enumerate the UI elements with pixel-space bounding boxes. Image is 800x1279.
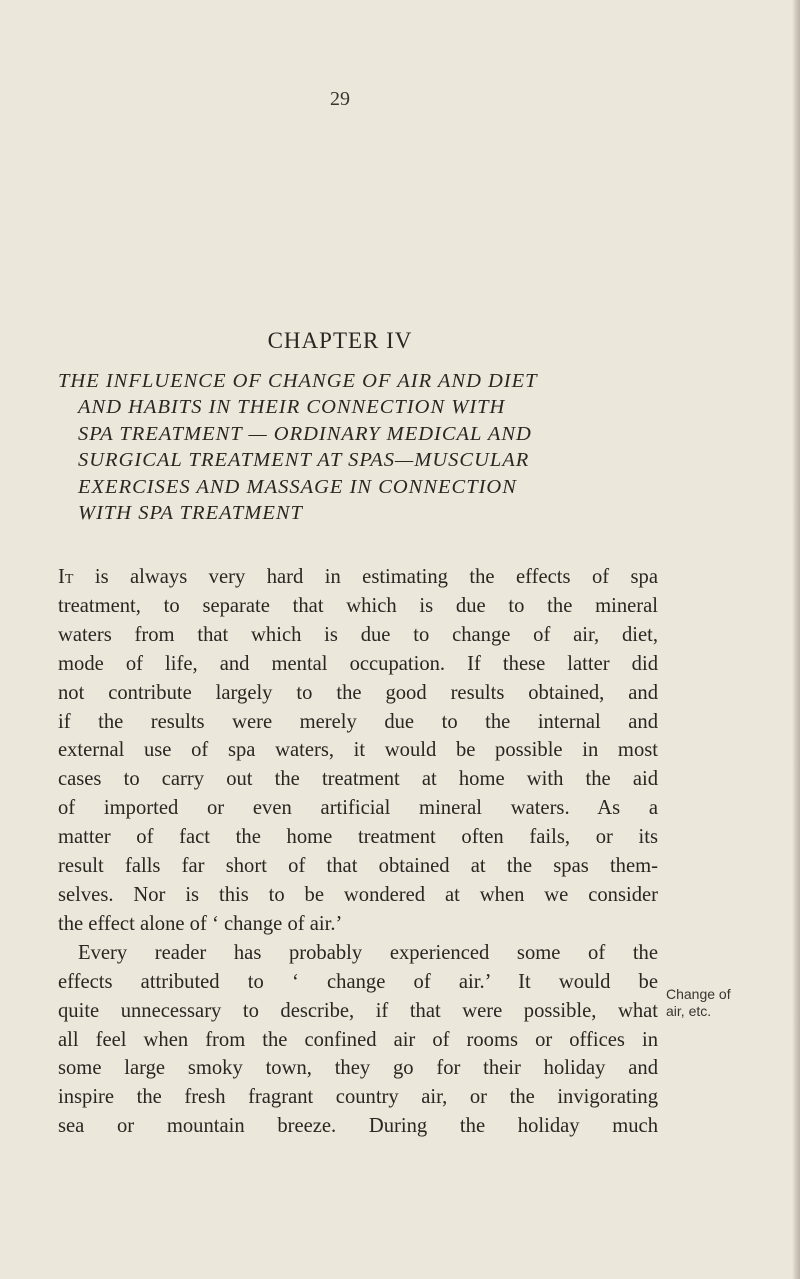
- body-line: selves. Nor is this to be wondered at when we consider: [58, 883, 658, 906]
- body-line: some large smoky town, they go for their holiday and: [58, 1057, 658, 1080]
- chapter-title-line: SPA TREATMENT — ORDINARY MEDICAL AND: [78, 422, 532, 445]
- chapter-heading: CHAPTER IV: [267, 328, 413, 353]
- body-line: external use of spa waters, it would be possible in most: [58, 739, 658, 762]
- chapter-title-line: SURGICAL TREATMENT AT SPAS—MUSCULAR: [78, 449, 530, 472]
- drop-word: It: [58, 566, 74, 588]
- body-line: all feel when from the confined air of rooms or offices in: [58, 1028, 658, 1051]
- page-number: 29: [330, 88, 350, 110]
- body-line-text: is always very hard in estimating the effects of spa: [73, 566, 658, 588]
- chapter-title-line: AND HABITS IN THEIR CONNECTION WITH: [78, 396, 506, 419]
- body-line: sea or mountain breeze. During the holiday much: [58, 1115, 658, 1138]
- chapter-title-line: THE INFLUENCE OF CHANGE OF AIR AND DIET: [58, 370, 538, 392]
- body-line: waters from that which is due to change of air, diet,: [58, 623, 658, 646]
- margin-note-line: air, etc.: [666, 1003, 712, 1019]
- body-line: result falls far short of that obtained at the spas them-: [58, 855, 658, 878]
- body-line: not contribute largely to the good results obtained, and: [58, 681, 658, 704]
- body-line: if the results were merely due to the internal and: [58, 710, 658, 733]
- chapter-title-line: WITH SPA TREATMENT: [78, 502, 303, 525]
- body-line: of imported or even artificial mineral waters. As a: [58, 797, 658, 820]
- body-text: [58, 563, 658, 1141]
- body-line: treatment, to separate that which is due to the mineral: [58, 594, 658, 617]
- page-edge-shadow: [792, 0, 800, 1279]
- body-line-first: [58, 563, 658, 592]
- body-line: matter of fact the home treatment often fails, or its: [58, 826, 658, 849]
- body-line: cases to carry out the treatment at home with the aid: [58, 768, 658, 791]
- body-line: mode of life, and mental occupation. If these latter did: [58, 652, 658, 675]
- chapter-title-line: EXERCISES AND MASSAGE IN CONNECTION: [78, 475, 517, 498]
- body-line: the effect alone of ‘ change of air.’: [58, 912, 343, 935]
- chapter-title: [58, 368, 658, 526]
- body-line: inspire the fresh fragrant country air, or the invigorating: [58, 1086, 658, 1109]
- margin-note: [666, 986, 798, 1020]
- body-line: Every reader has probably experienced some of the: [78, 941, 658, 964]
- body-line: effects attributed to ‘ change of air.’ It would be: [58, 970, 658, 993]
- margin-note-line: Change of: [666, 986, 731, 1002]
- body-line: quite unnecessary to describe, if that were possible, what: [58, 999, 658, 1022]
